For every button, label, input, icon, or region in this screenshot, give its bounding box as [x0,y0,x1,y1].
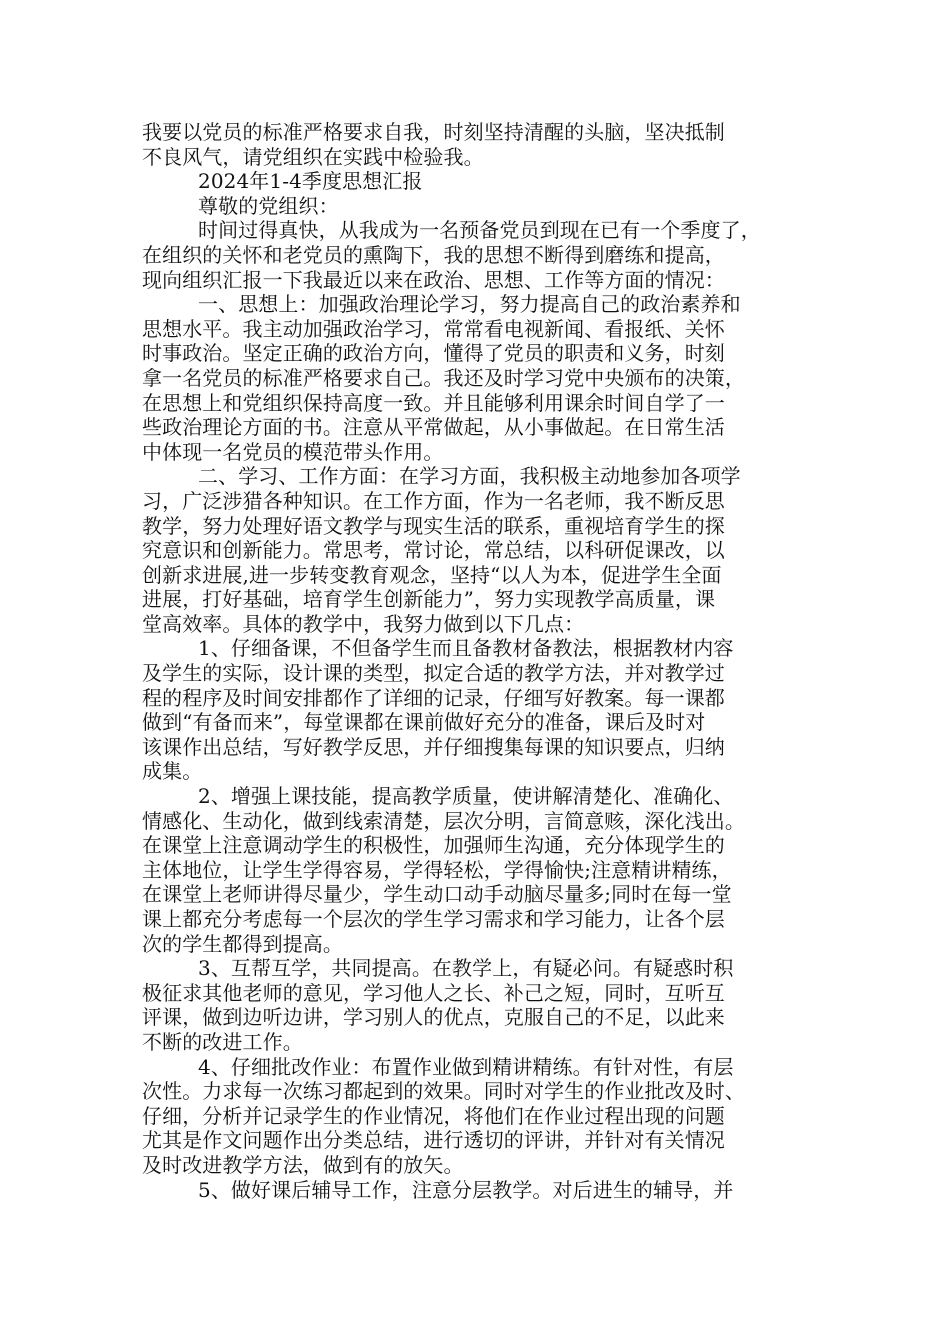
text-line: 进展，打好基础，培育学生创新能力”，努力实现教学高质量，课 [142,587,716,612]
text-line: 做到“有备而来”，每堂课都在课前做好充分的准备，课后及时对 [142,710,706,735]
text-line: 评课，做到边听边讲，学习别人的优点，克服自己的不足，以此来 [142,1005,725,1030]
text-line: 思想水平。我主动加强政治学习，常常看电视新闻、看报纸、关怀 [142,316,725,341]
text-line: 成集。 [142,759,203,784]
text-line: 尤其是作文问题作出分类总结，进行透切的评讲，并针对有关情况 [142,1128,725,1153]
list-item: 4、仔细批改作业：布置作业做到精讲精练。有针对性，有层 [198,1054,734,1079]
text-line: 教学，努力处理好语文教学与现实生活的联系，重视培育学生的探 [142,513,725,538]
report-title: 2024年1-4季度思想汇报 [198,169,423,194]
text-line: 在课堂上注意调动学生的积极性，加强师生沟通，充分体现学生的 [142,833,725,858]
list-item: 5、做好课后辅导工作，注意分层教学。对后进生的辅导，并 [198,1177,734,1202]
list-item: 1、仔细备课，不但备学生而且备教材备教法，根据教材内容 [198,636,734,661]
text-line: 习，广泛涉猎各种知识。在工作方面，作为一名老师，我不断反思 [142,488,725,513]
text-line: 情感化、生动化，做到线索清楚，层次分明，言简意赅，深化浅出。 [142,808,745,833]
text-line: 程的程序及时间安排都作了详细的记录，仔细写好教案。每一课都 [142,685,725,710]
text-line: 不良风气，请党组织在实践中检验我。 [142,144,484,169]
section-heading: 一、思想上：加强政治理论学习，努力提高自己的政治素养和 [198,292,741,317]
text-line: 时事政治。坚定正确的政治方向，懂得了党员的职责和义务，时刻 [142,341,725,366]
list-item: 3、互帮互学，共同提高。在教学上，有疑必问。有疑惑时积 [198,956,734,981]
text-line: 次的学生都得到提高。 [142,931,343,956]
text-line: 中体现一名党员的模范带头作用。 [142,439,444,464]
text-line: 该课作出总结，写好教学反思，并仔细搜集每课的知识要点，归纳 [142,734,725,759]
text-line: 在思想上和党组织保持高度一致。并且能够利用课余时间自学了一 [142,390,725,415]
text-line: 堂高效率。具体的教学中，我努力做到以下几点： [142,611,585,636]
text-line: 及学生的实际，设计课的类型，拟定合适的教学方法，并对教学过 [142,661,725,686]
text-line: 次性。力求每一次练习都起到的效果。同时对学生的作业批改及时、 [142,1079,745,1104]
document-body [142,120,812,1202]
text-line: 仔细，分析并记录学生的作业情况，将他们在作业过程出现的问题 [142,1103,725,1128]
text-line: 时间过得真快，从我成为一名预备党员到现在已有一个季度了， [198,218,761,243]
text-line: 我要以党员的标准严格要求自我，时刻坚持清醒的头脑，坚决抵制 [142,120,725,144]
text-line: 及时改进教学方法，做到有的放矢。 [142,1152,464,1177]
list-item: 2、增强上课技能，提高教学质量，使讲解清楚化、准确化、 [198,784,734,809]
text-line: 究意识和创新能力。常思考，常讨论，常总结，以科研促课改，以 [142,538,725,563]
text-line: 在组织的关怀和老党员的熏陶下，我的思想不断得到磨练和提高， [142,242,725,267]
section-heading: 二、学习、工作方面：在学习方面，我积极主动地参加各项学 [198,464,741,489]
text-line: 主体地位，让学生学得容易，学得轻松，学得愉快;注意精讲精练， [142,857,732,882]
text-line: 课上都充分考虑每一个层次的学生学习需求和学习能力，让各个层 [142,907,725,931]
text-line: 拿一名党员的标准严格要求自己。我还及时学习党中央颁布的决策， [142,365,745,390]
text-line: 极征求其他老师的意见，学习他人之长、补己之短，同时，互听互 [142,980,725,1005]
text-line: 现向组织汇报一下我最近以来在政治、思想、工作等方面的情况： [142,267,725,292]
text-line: 些政治理论方面的书。注意从平常做起，从小事做起。在日常生活 [142,415,725,440]
text-line: 不断的改进工作。 [142,1029,303,1054]
salutation: 尊敬的党组织： [198,193,339,218]
text-line: 在课堂上老师讲得尽量少，学生动口动手动脑尽量多;同时在每一堂 [142,882,732,907]
text-line: 创新求进展,进一步转变教育观念，坚持“以人为本，促进学生全面 [142,562,722,587]
